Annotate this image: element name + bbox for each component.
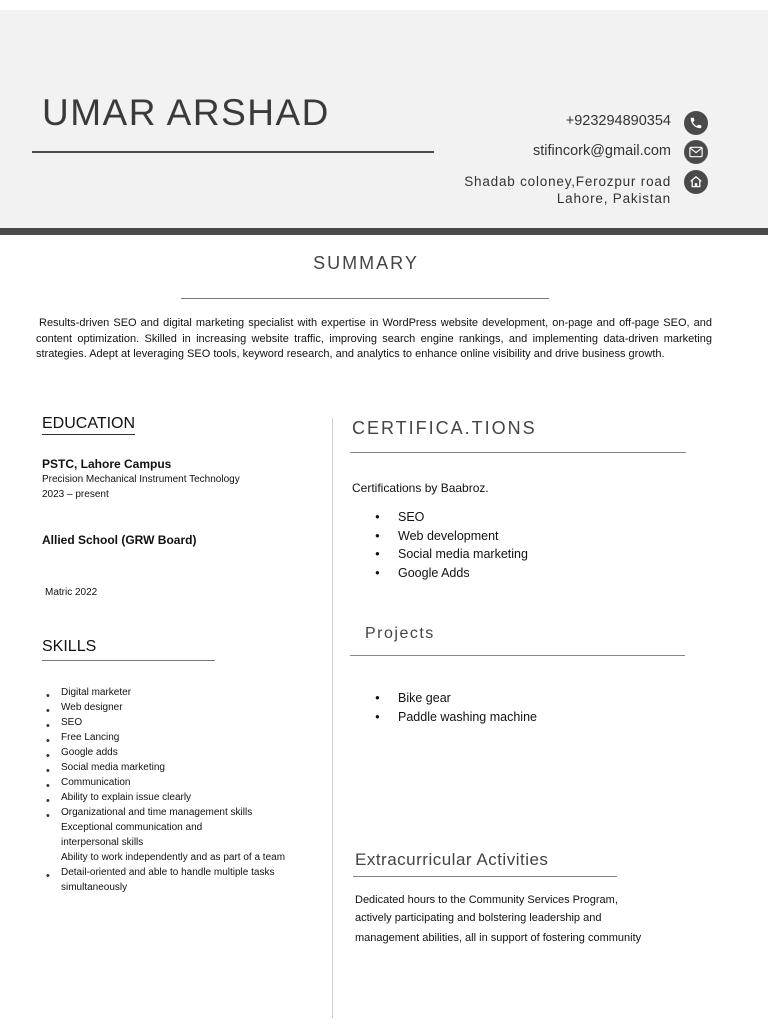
skill-item: simultaneously [61, 882, 128, 893]
candidate-name: UMAR ARSHAD [42, 92, 330, 133]
skills-underline [42, 660, 215, 661]
extracurricular-line: Dedicated hours to the Community Services Program, [355, 894, 618, 906]
extracurricular-underline [353, 876, 617, 877]
education-program: Matric 2022 [45, 587, 98, 598]
education-dates: 2023 – present [42, 489, 109, 500]
summary-underline [181, 298, 549, 299]
education-institution: PSTC, Lahore Campus [42, 457, 172, 471]
top-margin [0, 0, 768, 10]
home-icon [684, 170, 708, 194]
skill-item: interpersonal skills [61, 837, 144, 848]
email-icon [684, 140, 708, 164]
phone-icon [684, 111, 708, 135]
certification-item: ● Google Adds [398, 564, 528, 583]
skills-list [61, 685, 311, 895]
education-program: Precision Mechanical Instrument Technology [42, 474, 240, 485]
education-heading: EDUCATION [42, 414, 135, 435]
skill-item: • Free Lancing [61, 730, 311, 745]
skill-item: • Google adds [61, 745, 311, 760]
projects-underline [350, 655, 685, 656]
summary-paragraph: Results-driven SEO and digital marketing specialist with expertise in WordPress website development, on-page and off-page SEO, and content optimization. Skilled in increasing website traffic, improving search engine rankings, and implementing data-driven marketing strategies. Adept at leveraging SEO tools, keyword research, and analytics to enhance online visibility and drive business growth. [36, 317, 712, 360]
email-address[interactable]: stifincork@gmail.com [533, 143, 671, 159]
extracurricular-line: actively participating and bolstering leadership and [355, 912, 602, 924]
education-institution: Allied School (GRW Board) [42, 533, 197, 547]
header-divider-bar [0, 228, 768, 235]
skill-item: • Communication [61, 775, 311, 790]
extracurricular-line: management abilities, all in support of fostering community [355, 932, 642, 944]
column-divider [332, 418, 333, 1018]
skills-heading: SKILLS [42, 638, 97, 655]
skill-item: • Ability to explain issue clearly [61, 790, 311, 805]
address-line-2: Lahore, Pakistan [556, 191, 671, 206]
phone-number[interactable]: +923294890354 [565, 113, 671, 129]
certification-item: ● Social media marketing [398, 545, 528, 564]
certification-item: ● Web development [398, 527, 528, 546]
project-item: ● Bike gear [398, 689, 537, 708]
skill-item: Ability to work independently and as part of a team [61, 852, 286, 863]
projects-heading: Projects [365, 625, 435, 642]
extracurricular-heading: Extracurricular Activities [355, 850, 549, 869]
certifications-heading: CERTIFICA.TIONS [352, 418, 537, 438]
extracurricular-paragraph [355, 891, 695, 947]
skill-item: • Social media marketing [61, 760, 311, 775]
skill-item: • Web designer [61, 700, 311, 715]
postal-address [464, 173, 671, 207]
skill-item: • Organizational and time management skills [61, 805, 311, 820]
skill-item: • SEO [61, 715, 311, 730]
projects-list [398, 689, 537, 726]
skill-item: Exceptional communication and [61, 822, 203, 833]
summary-heading: SUMMARY [313, 253, 419, 273]
skill-item: • Digital marketer [61, 685, 311, 700]
name-underline [32, 151, 434, 153]
certifications-underline [350, 452, 686, 453]
certifications-list [398, 508, 528, 582]
address-line-1: Shadab coloney,Ferozpur road [464, 174, 671, 189]
skill-item: • Detail-oriented and able to handle multiple tasks [61, 865, 311, 880]
certification-item: ● SEO [398, 508, 528, 527]
certifications-intro: Certifications by Baabroz. [352, 481, 489, 495]
project-item: ● Paddle washing machine [398, 708, 537, 727]
